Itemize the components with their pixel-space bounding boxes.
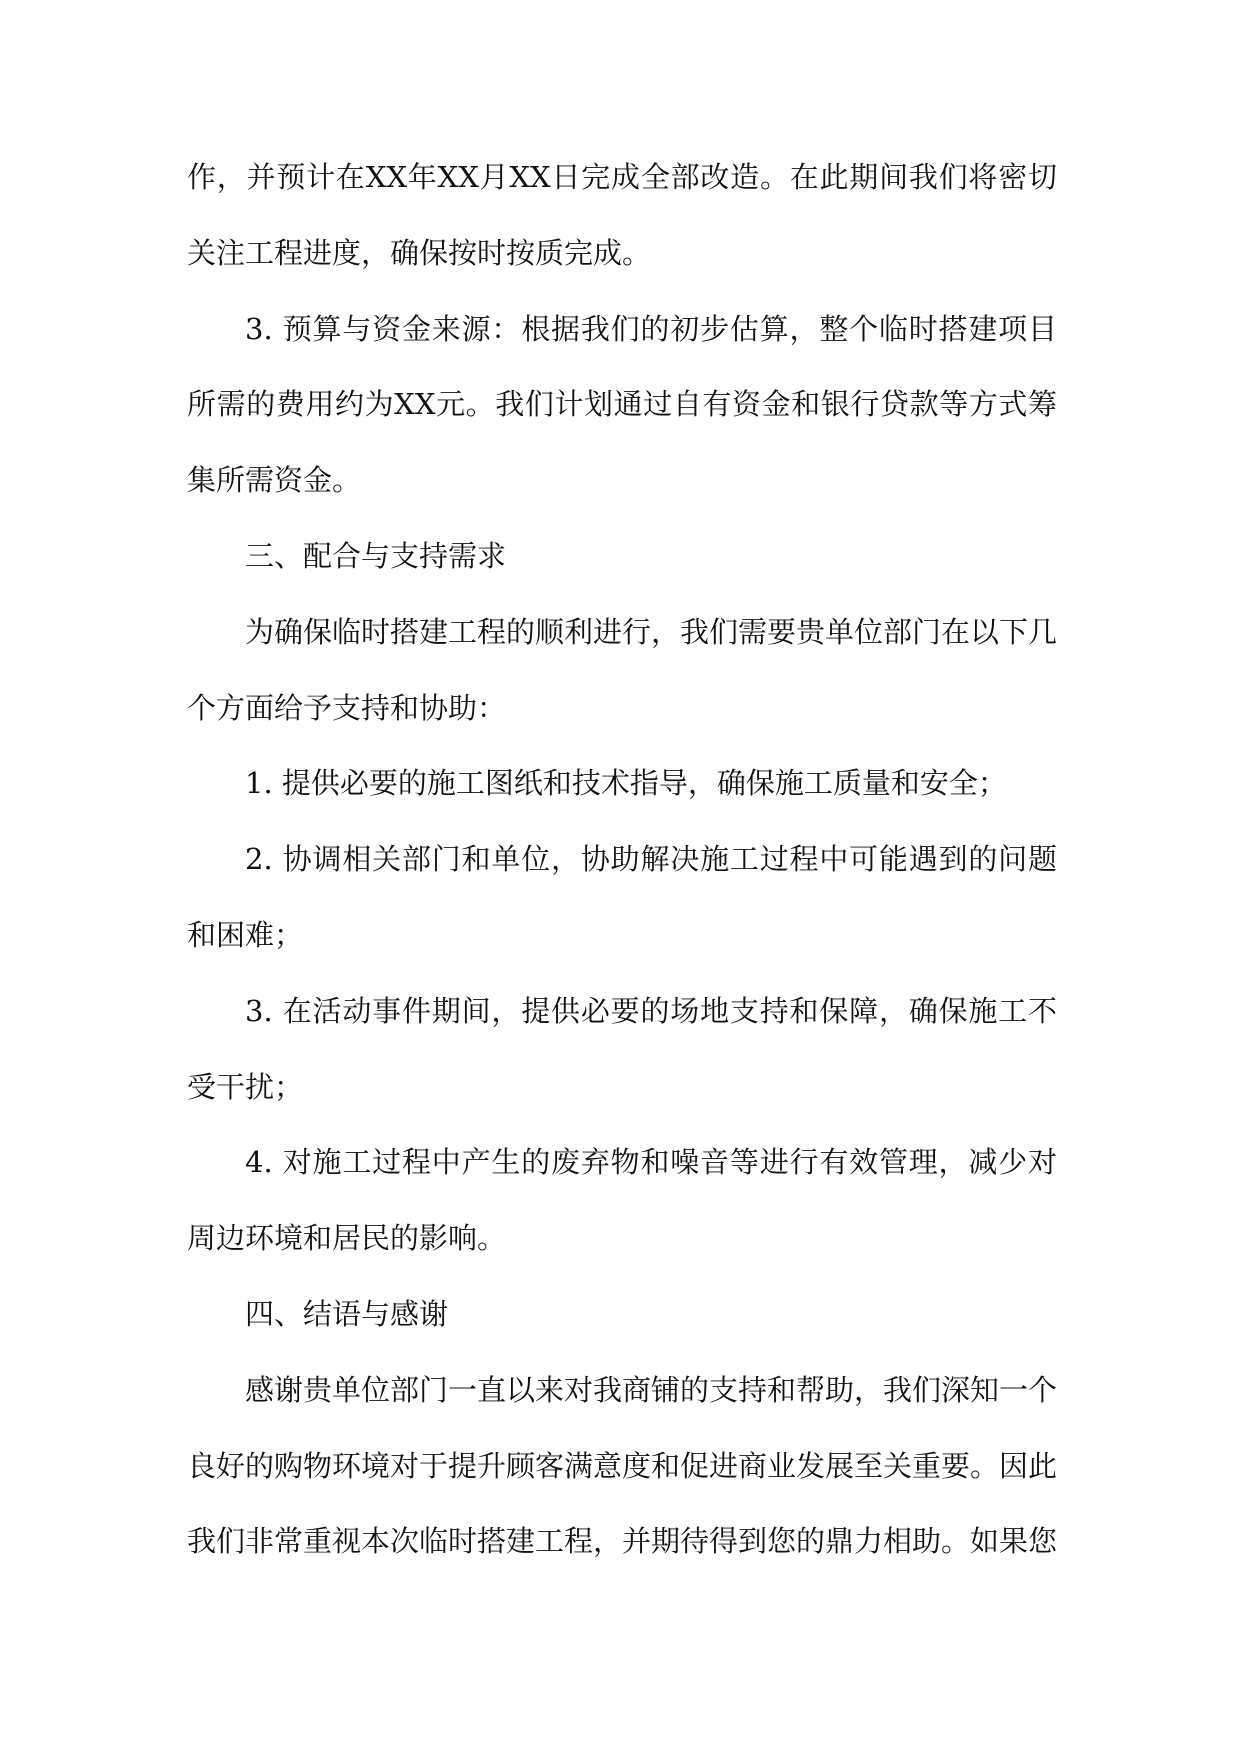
paragraph-support-intro: 为确保临时搭建工程的顺利进行，我们需要贵单位部门在以下几个方面给予支持和协助： — [187, 614, 1058, 725]
list-item-3: 3. 在活动事件期间，提供必要的场地支持和保障，确保施工不受干扰； — [187, 993, 1057, 1104]
paragraph-budget: 3. 预算与资金来源：根据我们的初步估算，整个临时搭建项目所需的费用约为XX元。我们计划通过自有资金和银行贷款等方式筹集所需资金。 — [187, 311, 1057, 498]
paragraph-continuation: 作，并预计在XX年XX月XX日完成全部改造。在此期间我们将密切关注工程进度，确保按时按质完成。 — [187, 160, 1057, 270]
list-item-4: 4. 对施工过程中产生的废弃物和噪音等进行有效管理，减少对周边环境和居民的影响。 — [187, 1145, 1057, 1256]
section-heading-conclusion: 四、结语与感谢 — [245, 1296, 449, 1331]
list-item-1: 1. 提供必要的施工图纸和技术指导，确保施工质量和安全； — [245, 766, 1007, 801]
paragraph-thanks: 感谢贵单位部门一直以来对我商铺的支持和帮助，我们深知一个良好的购物环境对于提升顾客满意度和促进商业发展至关重要。因此我们非常重视本次临时搭建工程，并期待得到您的鼎力相助。如果您 — [187, 1372, 1058, 1559]
section-heading-support: 三、配合与支持需求 — [245, 538, 507, 573]
document-body — [187, 140, 1057, 1580]
list-item-2: 2. 协调相关部门和单位，协助解决施工过程中可能遇到的问题和困难； — [187, 842, 1057, 952]
